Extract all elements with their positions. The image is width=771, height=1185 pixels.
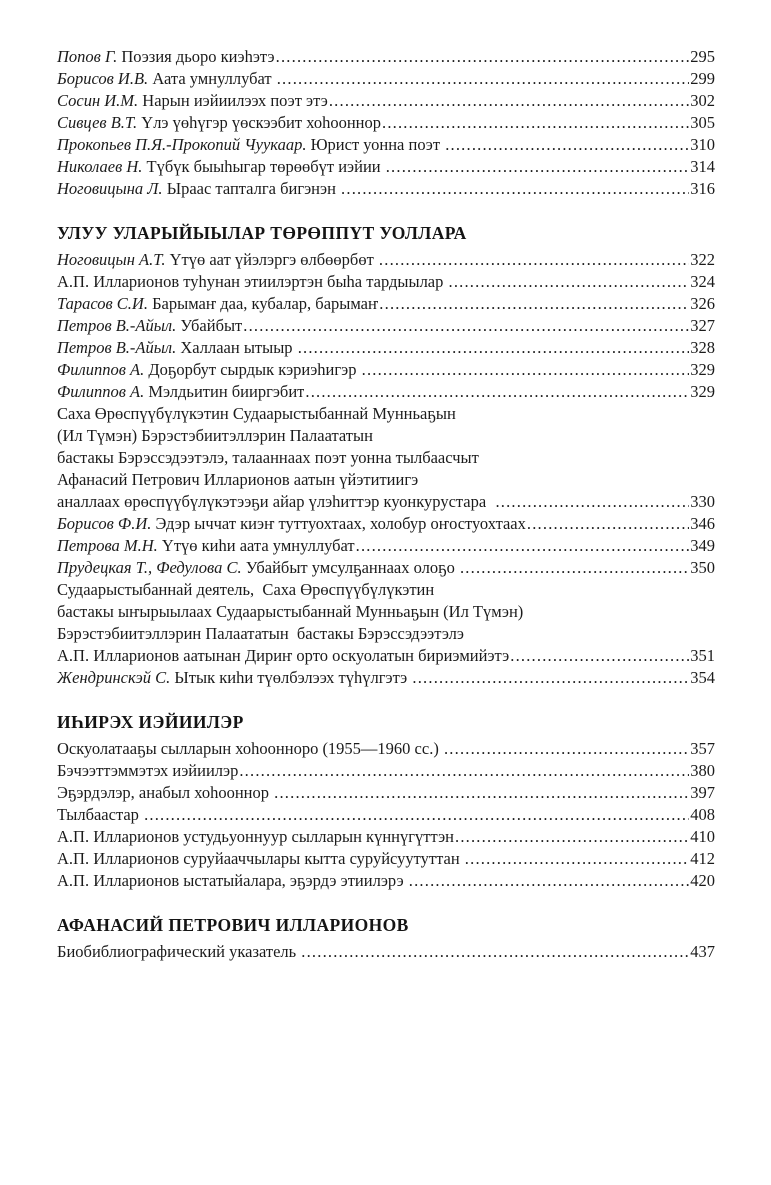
entry-title: Тылбаастар xyxy=(57,805,144,824)
entry-page-number: 349 xyxy=(690,536,715,555)
entry-title: Халлаан ытыыр xyxy=(176,338,297,357)
entry-author: Сосин И.М. xyxy=(57,91,139,110)
dot-leader xyxy=(356,535,690,557)
entry-page-number: 330 xyxy=(690,492,715,511)
dot-leader xyxy=(382,112,689,134)
section-heading: АФАНАСИЙ ПЕТРОВИЧ ИЛЛАРИОНОВ xyxy=(57,915,409,935)
entry-last-line xyxy=(57,249,715,271)
entry-title: Бэчээттэммэтэх иэйиилэр xyxy=(57,761,239,780)
entry-last-line xyxy=(57,156,715,178)
entry-line: Бэрэстэбиитэллэрин Палаататын бастакы Бэрэссэдээтэлэ xyxy=(57,624,464,643)
dot-leader xyxy=(455,826,689,848)
entry-page-number: 329 xyxy=(690,382,715,401)
toc-entry xyxy=(57,557,715,579)
entry-author: Филиппов А. xyxy=(57,382,145,401)
entry-last-line xyxy=(57,112,715,134)
section-entries xyxy=(57,249,715,689)
entry-last-line xyxy=(57,738,715,760)
dot-leader xyxy=(239,760,689,782)
entry-last-line xyxy=(57,178,715,200)
entry-page-number: 324 xyxy=(690,272,715,291)
entry-last-line xyxy=(57,760,715,782)
entry-page-number: 295 xyxy=(690,47,715,66)
entry-title: Поэзия дьоро киэһэтэ xyxy=(117,47,275,66)
toc-entry xyxy=(57,46,715,68)
entry-page-number: 302 xyxy=(690,91,715,110)
entry-author: Ноговицын А.Т. xyxy=(57,250,166,269)
entry-author: Борисов Ф.И. xyxy=(57,514,152,533)
dot-leader xyxy=(379,293,689,315)
entry-title: Үтүө аат үйэлэргэ өлбөөрбөт xyxy=(165,250,378,269)
entry-page-number: 329 xyxy=(690,360,715,379)
entry-title: Барымаҥ даа, кубалар, барымаҥ xyxy=(147,294,379,313)
toc-entry xyxy=(57,90,715,112)
entry-last-line xyxy=(57,557,715,579)
entry-author: Ноговицына Л. xyxy=(57,179,163,198)
entry-title: Мэлдьитин бииргэбит xyxy=(144,382,305,401)
entry-title: Эдэр ыччат киэҥ туттуохтаах, холобур оҥостуохтаах xyxy=(151,514,526,533)
entry-title: Ыраас тапталга бигэнэн xyxy=(162,179,341,198)
toc-entry xyxy=(57,738,715,760)
entry-last-line xyxy=(57,941,715,963)
entry-page-number: 357 xyxy=(690,739,715,758)
dot-leader xyxy=(409,870,689,892)
toc-entry xyxy=(57,535,715,557)
entry-page-number: 380 xyxy=(690,761,715,780)
entry-title: Оскуолатааҕы сылларын хоһоонноро (1955—1960 сс.) xyxy=(57,739,443,758)
toc-entry xyxy=(57,782,715,804)
toc-entry xyxy=(57,249,715,271)
entry-last-line xyxy=(57,359,715,381)
toc-entry xyxy=(57,293,715,315)
entry-line: Саха Өрөспүүбүлүкэтин Судаарыстыбаннай Мунньаҕын xyxy=(57,404,456,423)
entry-page-number: 346 xyxy=(690,514,715,533)
entry-author: Петрова М.Н. xyxy=(57,536,158,555)
entry-title: А.П. Илларионов суруйааччылары кытта суруйсуутуттан xyxy=(57,849,464,868)
entry-line: Афанасий Петрович Илларионов аатын үйэтитиигэ xyxy=(57,470,419,489)
toc-entry xyxy=(57,513,715,535)
entry-page-number: 328 xyxy=(690,338,715,357)
entry-page-number: 350 xyxy=(690,558,715,577)
dot-leader xyxy=(449,271,690,293)
entry-last-line xyxy=(57,826,715,848)
entry-line: бастакы Бэрэссэдээтэлэ, талааннаах поэт уонна тылбаасчыт xyxy=(57,448,479,467)
entry-page-number: 327 xyxy=(690,316,715,335)
entry-author: Сивцев В.Т. xyxy=(57,113,138,132)
dot-leader xyxy=(144,804,689,826)
entry-last-line xyxy=(57,782,715,804)
entry-page-number: 420 xyxy=(690,871,715,890)
entry-last-line xyxy=(57,293,715,315)
entry-title: Нарын иэйиилээх поэт этэ xyxy=(138,91,328,110)
toc-entry xyxy=(57,68,715,90)
entry-line: (Ил Түмэн) Бэрэстэбиитэллэрин Палаататын xyxy=(57,426,373,445)
toc-entry xyxy=(57,178,715,200)
entry-last-line xyxy=(57,68,715,90)
toc-section xyxy=(57,912,715,963)
entry-last-line xyxy=(57,90,715,112)
entry-author: Филиппов А. xyxy=(57,360,145,379)
entry-page-number: 412 xyxy=(690,849,715,868)
entry-last-line xyxy=(57,381,715,403)
entry-title: Үтүө киһи аата умнуллубат xyxy=(157,536,355,555)
entry-title: Үлэ үөһүгэр үөскээбит хоһооннор xyxy=(137,113,381,132)
dot-leader xyxy=(379,249,689,271)
dot-leader xyxy=(243,315,689,337)
toc xyxy=(57,46,715,963)
dot-leader xyxy=(277,68,690,90)
entry-title: Убайбыт умсулҕаннаах олоҕо xyxy=(241,558,459,577)
dot-leader xyxy=(298,337,690,359)
entry-last-line xyxy=(57,491,715,513)
entry-last-line xyxy=(57,46,715,68)
dot-leader xyxy=(305,381,689,403)
dot-leader xyxy=(329,90,689,112)
entry-author: Борисов И.В. xyxy=(57,69,149,88)
entry-page-number: 326 xyxy=(690,294,715,313)
section-entries xyxy=(57,941,715,963)
dot-leader xyxy=(412,667,689,689)
entry-line: бастакы ыҥырыылаах Судаарыстыбаннай Мунньаҕын (Ил Түмэн) xyxy=(57,602,524,621)
entry-title: Түбүк быыһыгар төрөөбүт иэйии xyxy=(142,157,385,176)
entry-pre-lines xyxy=(57,403,715,491)
entry-title: аналлаах өрөспүүбүлүкэтээҕи айар үлэһиттэр куонкурустара xyxy=(57,492,495,511)
toc-entry xyxy=(57,826,715,848)
entry-last-line xyxy=(57,315,715,337)
entry-page-number: 351 xyxy=(690,646,715,665)
entry-page-number: 322 xyxy=(690,250,715,269)
dot-leader xyxy=(445,134,689,156)
entry-page-number: 314 xyxy=(690,157,715,176)
entry-author: Прокопьев П.Я.-Прокопий Чуукаар. xyxy=(57,135,307,154)
dot-leader xyxy=(465,848,689,870)
toc-entry xyxy=(57,381,715,403)
dot-leader xyxy=(386,156,690,178)
dot-leader xyxy=(460,557,689,579)
toc-section xyxy=(57,709,715,892)
dot-leader xyxy=(276,46,690,68)
entry-last-line xyxy=(57,271,715,293)
entry-title: А.П. Илларионов устудьуоннуур сылларын күннүгүттэн xyxy=(57,827,454,846)
entry-title: Доҕорбут сырдык кэриэһигэр xyxy=(144,360,361,379)
entry-page-number: 299 xyxy=(690,69,715,88)
entry-title: Ытык киһи түөлбэлээх түһүлгэтэ xyxy=(170,668,412,687)
dot-leader xyxy=(362,359,690,381)
entry-author: Николаев Н. xyxy=(57,157,143,176)
section-entries xyxy=(57,738,715,892)
entry-page-number: 354 xyxy=(690,668,715,687)
entry-author: Прудецкая Т., Федулова С. xyxy=(57,558,242,577)
toc-entry xyxy=(57,760,715,782)
toc-entry xyxy=(57,804,715,826)
toc-entry xyxy=(57,134,715,156)
entry-title: А.П. Илларионов туһунан этиилэртэн быһа тардыылар xyxy=(57,272,448,291)
entry-last-line xyxy=(57,870,715,892)
entry-last-line xyxy=(57,134,715,156)
toc-section xyxy=(57,46,715,200)
entry-page-number: 397 xyxy=(690,783,715,802)
dot-leader xyxy=(510,645,689,667)
entry-last-line xyxy=(57,804,715,826)
section-heading: ИҺИРЭХ ИЭЙИИЛЭР xyxy=(57,712,244,732)
toc-entry xyxy=(57,337,715,359)
entry-title: Аата умнуллубат xyxy=(148,69,276,88)
toc-entry xyxy=(57,941,715,963)
toc-entry xyxy=(57,271,715,293)
dot-leader xyxy=(301,941,689,963)
dot-leader xyxy=(341,178,689,200)
toc-section xyxy=(57,220,715,689)
toc-entry xyxy=(57,848,715,870)
toc-entry xyxy=(57,403,715,513)
dot-leader xyxy=(274,782,689,804)
entry-author: Петров В.-Айыл. xyxy=(57,316,177,335)
entry-last-line xyxy=(57,848,715,870)
entry-last-line xyxy=(57,667,715,689)
section-heading: УЛУУ УЛАРЫЙЫЫЛАР ТӨРӨППҮТ УОЛЛАРА xyxy=(57,223,467,243)
entry-last-line xyxy=(57,513,715,535)
entry-page-number: 310 xyxy=(690,135,715,154)
entry-line: Судаарыстыбаннай деятель, Саха Өрөспүүбүлүкэтин xyxy=(57,580,435,599)
entry-page-number: 316 xyxy=(690,179,715,198)
entry-author: Петров В.-Айыл. xyxy=(57,338,177,357)
toc-entry xyxy=(57,156,715,178)
section-entries xyxy=(57,46,715,200)
entry-title: А.П. Илларионов аатынан Дириҥ орто оскуолатын бириэмийэтэ xyxy=(57,646,510,665)
toc-entry xyxy=(57,870,715,892)
dot-leader xyxy=(444,738,689,760)
entry-title: Эҕэрдэлэр, анабыл хоһооннор xyxy=(57,783,274,802)
entry-pre-lines xyxy=(57,579,715,645)
toc-entry xyxy=(57,112,715,134)
dot-leader xyxy=(495,491,689,513)
toc-entry xyxy=(57,359,715,381)
entry-author: Тарасов С.И. xyxy=(57,294,148,313)
toc-entry xyxy=(57,667,715,689)
entry-last-line xyxy=(57,337,715,359)
entry-title: Биобиблиографический указатель xyxy=(57,942,301,961)
entry-page-number: 305 xyxy=(690,113,715,132)
entry-author: Попов Г. xyxy=(57,47,118,66)
entry-last-line xyxy=(57,645,715,667)
entry-title: Убайбыт xyxy=(176,316,243,335)
entry-title: А.П. Илларионов ыстатыйалара, эҕэрдэ этиилэрэ xyxy=(57,871,408,890)
dot-leader xyxy=(527,513,689,535)
toc-entry xyxy=(57,579,715,667)
entry-last-line xyxy=(57,535,715,557)
entry-page-number: 410 xyxy=(690,827,715,846)
entry-page-number: 408 xyxy=(690,805,715,824)
entry-author: Жендринскэй С. xyxy=(57,668,171,687)
entry-page-number: 437 xyxy=(690,942,715,961)
entry-title: Юрист уонна поэт xyxy=(306,135,445,154)
toc-entry xyxy=(57,315,715,337)
